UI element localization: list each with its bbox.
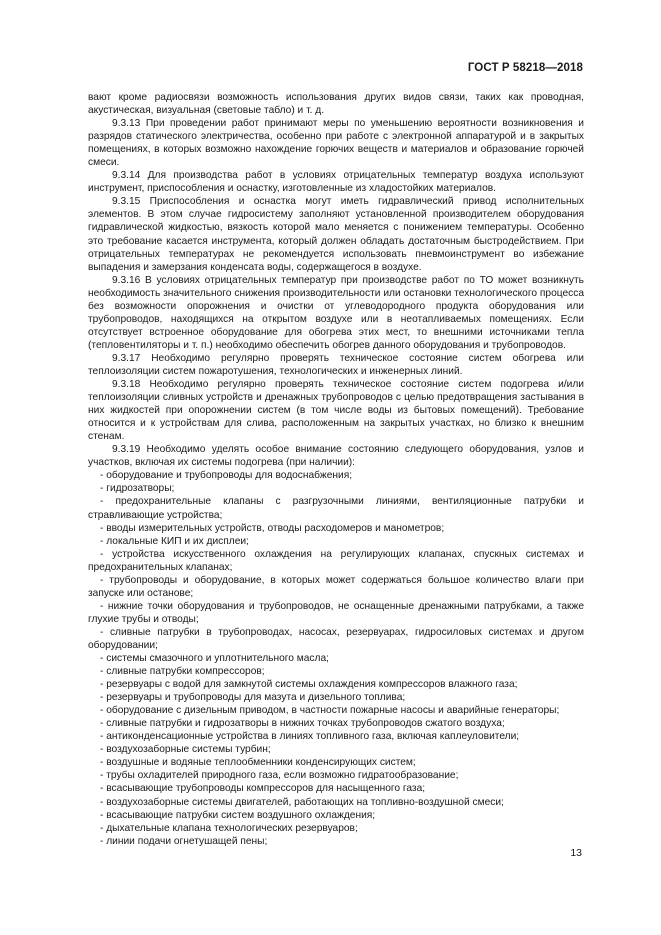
list-item: - локальные КИП и их дисплеи; — [100, 535, 249, 547]
list-item: - воздухозаборные системы турбин; — [100, 744, 271, 756]
paragraph-continuation: вают кроме радиосвязи возможность использования других видов связи, таких как проводная, акустическая, визуальная (световые табло) и т. д. — [88, 92, 584, 117]
list-item: - системы смазочного и уплотнительного масла; — [100, 653, 329, 665]
list-item: - предохранительные клапаны с разгрузочными линиями, вентиляционные патрубки и стравливающие устройства; — [88, 496, 584, 521]
list-item: - оборудование с дизельным приводом, в частности пожарные насосы и аварийные генераторы; — [100, 705, 560, 717]
clause-9-3-15: 9.3.15 Приспособления и оснастка могут иметь гидравлический привод исполнительных элементов. В этом случае гидросистему заполняют установленной производителем оборудования гидравлической жидкостью, вязкость которой мало меняется с понижением температуры. Особенно это требование касается инструмента, который должен обладать достаточным быстродействием. При отрицательных температурах не рекомендуется использовать пневмоинструмент во избежание выпадения и замерзания конденсата воды, содержащегося в воздухе. — [88, 196, 584, 273]
list-item: - оборудование и трубопроводы для водоснабжения; — [100, 470, 353, 482]
list-item: - воздушные и водяные теплообменники конденсирующих систем; — [100, 757, 416, 769]
list-item: - нижние точки оборудования и трубопроводов, не оснащенные дренажными патрубками, а также глухие трубы и отводы; — [88, 600, 584, 625]
standard-header: ГОСТ Р 58218—2018 — [467, 62, 583, 74]
list-item: - сливные патрубки компрессоров; — [100, 666, 265, 678]
equipment-list — [88, 469, 584, 847]
list-item: - вводы измерительных устройств, отводы расходомеров и манометров; — [100, 522, 445, 534]
list-item: - дыхательные клапана технологических резервуаров; — [100, 822, 358, 834]
list-item: - антиконденсационные устройства в линиях топливного газа, включая каплеуловители; — [100, 731, 520, 743]
body-text — [88, 91, 584, 848]
list-item: - всасывающие трубопроводы компрессоров для насыщенного газа; — [100, 783, 426, 795]
clause-9-3-14: 9.3.14 Для производства работ в условиях отрицательных температур воздуха используют инструмент, приспособления и оснастку, изготовленные из хладостойких материалов. — [88, 170, 584, 195]
list-item: - сливные патрубки и гидрозатворы в нижних точках трубопроводов сжатого воздуха; — [100, 718, 505, 730]
list-item: - линии подачи огнетушащей пены; — [100, 835, 268, 847]
clause-9-3-18: 9.3.18 Необходимо регулярно проверять техническое состояние систем подогрева и/или теплоизоляции сливных устройств и дренажных трубопроводов с целью предотвращения застывания в них жидкостей при опорожнении систем (в том числе воды из бытовых помещений). Требование относится и к устройствам для слива, расположенным на закрытых участках, но близко к внешним стенам. — [88, 379, 584, 443]
list-item: - резервуары и трубопроводы для мазута и дизельного топлива; — [100, 692, 406, 704]
page-number: 13 — [570, 847, 582, 859]
clause-9-3-13: 9.3.13 При проведении работ принимают меры по уменьшению вероятности возникновения и разрядов статического электричества, особенно при работе с электронной аппаратурой и в закрытых помещениях, в которых возможно нахождение горючих веществ и материалов и образование горючей смеси. — [88, 118, 584, 169]
clause-9-3-19: 9.3.19 Необходимо уделять особое внимание состоянию следующего оборудования, узлов и участков, включая их системы подогрева (при наличии): — [88, 444, 584, 469]
list-item: - резервуары с водой для замкнутой системы охлаждения компрессоров влажного газа; — [100, 679, 518, 691]
list-item: - трубы охладителей природного газа, если возможно гидратообразование; — [100, 770, 459, 782]
clause-9-3-16: 9.3.16 В условиях отрицательных температур при производстве работ по ТО может возникнуть необходимость значительного снижения производительности или остановки технологического процесса без возможности опорожнения и очистки от углеводородного продукта оборудования или трубопроводов, находящихся на открытом воздухе или в неотапливаемых помещениях. Если отсутствует встроенное оборудование для обогрева этих мест, то внешними источниками тепла (тепловентиляторы и т. п.) необходимо обеспечить обогрев данного оборудования и трубопроводов. — [88, 274, 584, 351]
list-item: - сливные патрубки в трубопроводах, насосах, резервуарах, гидросиловых системах и другом оборудовании; — [88, 626, 584, 651]
list-item: - устройства искусственного охлаждения на регулирующих клапанах, спускных системах и предохранительных клапанах; — [88, 548, 584, 573]
list-item: - всасывающие патрубки систем воздушного охлаждения; — [100, 809, 376, 821]
list-item: - воздухозаборные системы двигателей, работающих на топливно-воздушной смеси; — [100, 796, 504, 808]
clause-9-3-17: 9.3.17 Необходимо регулярно проверять техническое состояние систем обогрева или теплоизоляции систем пожаротушения, технологических и инженерных линий. — [88, 352, 584, 377]
list-item: - трубопроводы и оборудование, в которых может содержаться большое количество влаги при запуске или останове; — [88, 574, 584, 599]
list-item: - гидрозатворы; — [100, 483, 175, 495]
